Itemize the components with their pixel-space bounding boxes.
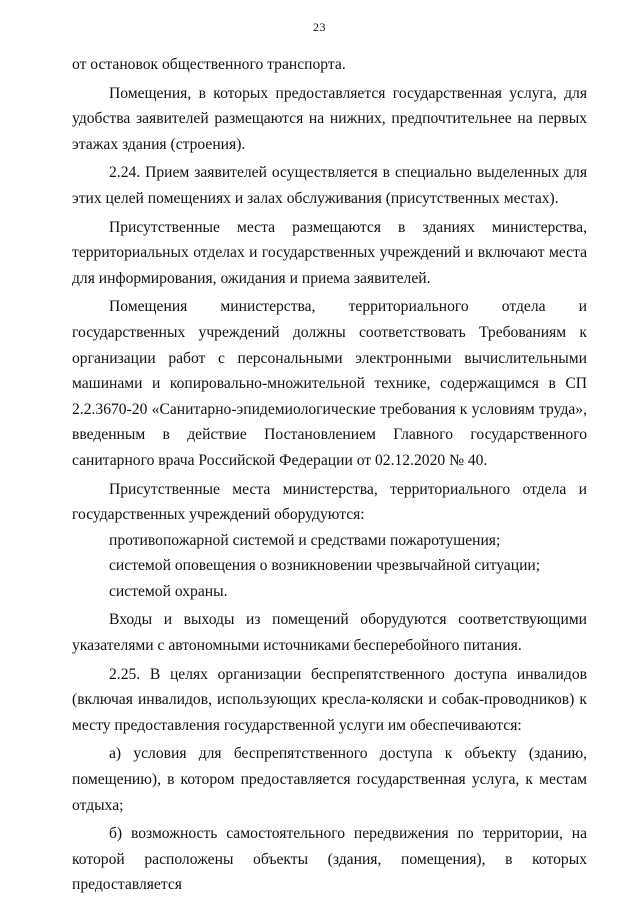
document-body <box>72 52 587 898</box>
paragraph-premises-floors: Помещения, в которых предоставляется государственная услуга, для удобства заявителей размещаются на нижних, предпочтительнее на первых этажах здания (строения). <box>72 84 587 153</box>
paragraph-equipment: Присутственные места министерства, территориального отдела и государственных учреждений оборудуются: <box>72 480 587 524</box>
list-item-alert-system: системой оповещения о возникновении чрезвычайной ситуации; <box>109 557 541 575</box>
paragraph-item-a: а) условия для беспрепятственного доступа к объекту (зданию, помещению), в котором предоставляется государственная услуга, к местам отдыха; <box>72 745 587 814</box>
list-item-security-system: системой охраны. <box>109 582 228 600</box>
page-number: 23 <box>313 20 326 34</box>
paragraph-entrances: Входы и выходы из помещений оборудуются соответствующими указателями с автономными источниками бесперебойного питания. <box>72 611 587 655</box>
list-item-fire-system: противопожарной системой и средствами пожаротушения; <box>109 531 501 549</box>
paragraph-2-25: 2.25. В целях организации беспрепятственного доступа инвалидов (включая инвалидов, использующих кресла-коляски и собак-проводников) к месту предоставления государственной услуги им обеспечиваются: <box>72 665 587 734</box>
paragraph-2-24: 2.24. Прием заявителей осуществляется в специально выделенных для этих целей помещениях и залах обслуживания (присутственных местах). <box>72 164 587 207</box>
paragraph-continuation: от остановок общественного транспорта. <box>72 56 346 73</box>
paragraph-item-b: б) возможность самостоятельного передвижения по территории, на которой расположены объекты (здания, помещения), в которых предоставляется <box>72 825 587 894</box>
paragraph-requirements: Помещения министерства, территориального отдела и государственных учреждений должны соответствовать Требованиям к организации работ с персональными электронными вычислительными машинами и копировально-множительной технике, содержащимся в СП 2.2.3670-20 «Санитарно-эпидемиологические требования к условиям труда», введенным в действие Постановлением Главного государственного санитарного врача Российской Федерации от 02.12.2020 № 40. <box>72 298 587 469</box>
paragraph-attendance-places: Присутственные места размещаются в зданиях министерства, территориальных отделах и государственных учреждений и включают места для информирования, ожидания и приема заявителей. <box>72 218 587 287</box>
